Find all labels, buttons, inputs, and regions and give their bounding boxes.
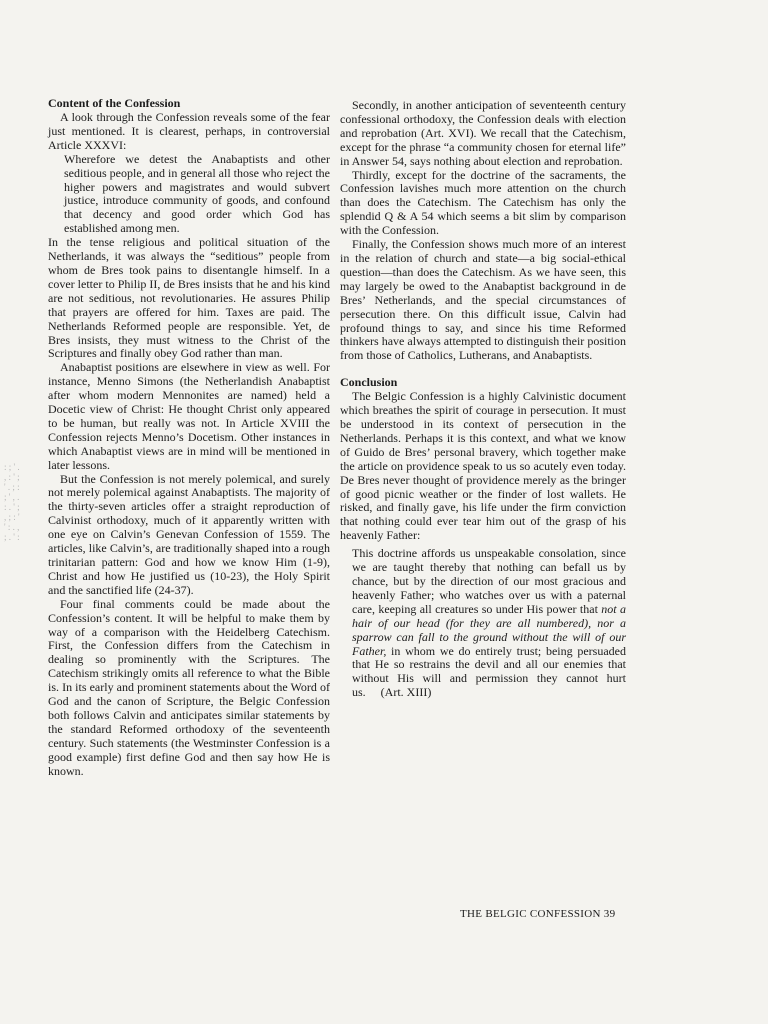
quote-italic-text: not a hair of our head (for they are all numbered), nor a sparrow can fall to the ground without the will of our Father, — [352, 601, 626, 658]
margin-smudge: : ; ' . , : ' ; ' . ; : ; ' , . : . ' ; , ; : ' ' : . , ; . ' : — [4, 462, 20, 542]
paragraph: A look through the Confession reveals some of the fear just mentioned. It is clearest, perhaps, in controversial Article XXXVI: — [48, 110, 330, 152]
section-heading-conclusion: Conclusion — [340, 375, 398, 390]
paragraph: The Belgic Confession is a highly Calvinistic document which breathes the spirit of courage in persecution. It must be understood in its context of persecution in the Netherlands. Perhaps it is this context, and what we know of Guido de Bres’ personal bravery, which together make the article on providence speak to us so acutely even today. De Bres never thought of providence merely as the bringer of good picnic weather or the finder of lost wallets. He risked, and finally gave, his life under the firm conviction that nothing could ever tear him out of the grasp of his heavenly Father: — [340, 389, 626, 543]
paragraph: But the Confession is not merely polemical, and surely not merely polemical against Anabaptists. The majority of the thirty-seven articles offer a straight reproduction of Calvinist orthodoxy, much of it apparently written with one eye on Calvin’s Genevan Confession of 1559. The articles, like Calvin’s, are traditionally shaped into a rough trinitarian pattern: God and how we know Him (1-9), Christ and how He justified us (10-23), the Holy Spirit and the sanctified life (24-37). — [48, 471, 330, 597]
page-footer: THE BELGIC CONFESSION 39 — [460, 908, 616, 920]
section-heading-content: Content of the Confession — [48, 96, 181, 110]
quote-text: in whom we do entirely trust; being persuaded that He so restrains the devil and all our enemies that without His will and permission they cannot hurt us. — [352, 643, 626, 700]
right-column — [340, 99, 626, 700]
quote-reference: (Art. XIII) — [380, 685, 432, 700]
block-quote-article-36: Wherefore we detest the Anabaptists and other seditious people, and in general all those who reject the higher powers and magistrates and would subvert justice, introduce community of goods, and confound that decency and good order which God has established among men. — [64, 151, 330, 236]
block-quote-article-13 — [352, 547, 626, 700]
paragraph: Secondly, in another anticipation of seventeenth century confessional orthodoxy, the Confession deals with election and reprobation (Art. XVI). We recall that the Catechism, except for the phrase “a community chosen for eternal life” in Answer 54, says nothing about election and reprobation. — [340, 98, 626, 168]
paragraph: Anabaptist positions are elsewhere in view as well. For instance, Menno Simons (the Netherlandish Anabaptist after whom modern Mennonites are named) held a Docetic view of Christ: He thought Christ only appeared to be human, but really was not. In Article XVIII the Confession rejects Menno’s Docetism. Other instances in which Anabaptist views are in mind will be mentioned in later lessons. — [48, 360, 330, 472]
paragraph: Finally, the Confession shows much more of an interest in the relation of church and state—a big social-ethical question—than does the Catechism. As we have seen, this may largely be owed to the Anabaptist background in de Bres’ Netherlands, and the special circumstances of persecution there. On this difficult issue, Calvin had profound things to say, and since his time Reformed thinkers have always attempted to distinguish their position from those of Catholics, Lutherans, and Anabaptists. — [340, 237, 626, 363]
spacer — [340, 363, 626, 375]
paragraph: Thirdly, except for the doctrine of the sacraments, the Confession lavishes much more attention on the church than does the Catechism. The Catechism has only the splendid Q & A 54 which seems a bit slim by comparison with the Confession. — [340, 167, 626, 238]
quote-text: This doctrine affords us unspeakable consolation, since we are taught thereby that nothing can befall us by chance, but by the direction of our most gracious and heavenly Father; who watches over us with a paternal care, keeping all creatures so under His power that — [352, 546, 626, 616]
paragraph: Four final comments could be made about the Confession’s content. It will be helpful to make them by way of a comparison with the Heidelberg Catechism. First, the Confession differs from the Catechism in dealing so prominently with the Scriptures. The Catechism strikingly omits all reference to what the Bible is. In its early and prominent statements about the Word of God and the canon of Scripture, the Belgic Confession both follows Calvin and anticipates similar statements by the standard Reformed orthodoxy of the seventeenth century. Such statements (the Westminster Confession is a good example) first define God and then say how He is known. — [48, 596, 330, 778]
paragraph: In the tense religious and political situation of the Netherlands, it was always the “seditious” people from whom de Bres took pains to disentangle himself. In a cover letter to Philip II, de Bres insists that he and his kind are not seditious, not revolutionaries. He assures Philip that prayers are offered for him. Taxes are paid. The Netherlands Reformed people are responsible. Yet, de Bres insists, they must witness to the Christ of the Scriptures and finally obey God rather than man. — [48, 235, 330, 361]
left-column — [48, 96, 330, 779]
